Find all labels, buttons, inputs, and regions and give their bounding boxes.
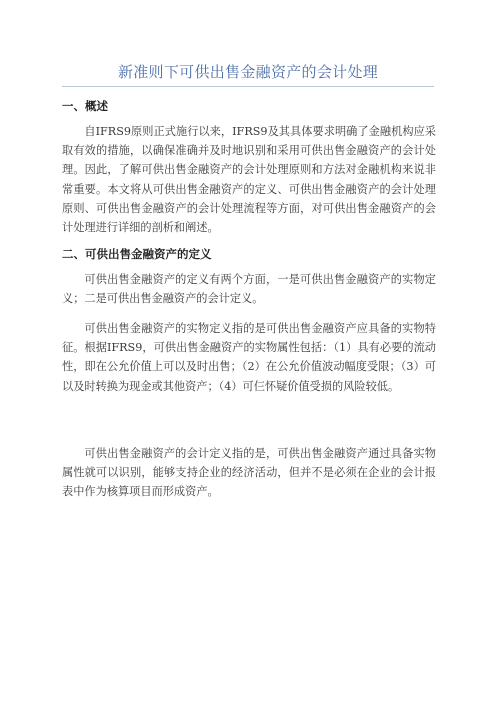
document-title: 新准则下可供出售金融资产的会计处理 — [117, 63, 379, 81]
paragraph-physical-definition: 可供出售金融资产的实物定义指的是可供出售金融资产应具备的实物特征。根据IFRS9，可供出售金融资产的实物属性包括：（1）具有必要的流动性，即在公允价值上可以及时出售；（2）在公允价值波动幅度受限；（3）可以及时转换为现金或其他资产；（4）可仨怀疑价值受损的风险较低。 — [62, 322, 436, 393]
paragraph-accounting-definition: 可供出售金融资产的会计定义指的是，可供出售金融资产通过具备实物属性就可以识别，能够支持企业的经济活动，但并不是必须在企业的会计报表中作为核算项目而形成资产。 — [62, 447, 436, 499]
paragraph-definition-intro: 可供出售金融资产的定义有两个方面，一是可供出售金融资产的实物定义；二是可供出售金融资产的会计定义。 — [62, 273, 436, 306]
title-divider — [62, 86, 434, 87]
paragraph-overview: 自IFRS9原则正式施行以来，IFRS9及其具体要求明确了金融机构应采取有效的措施，以确保准确并及时地识别和采用可供出售金融资产的会计处理。因此，了解可供出售金融资产的会计处理原则和方法对金融机构来说非常重要。本文将从可供出售金融资产的定义、可供出售金融资产的会计处理原则、可供出售金融资产的会计处理流程等方面，对可供出售金融资产的会计处理进行详细的剖析和阐述。 — [62, 125, 436, 235]
section-heading-overview: 一、概述 — [62, 99, 108, 113]
section-heading-definition: 二、可供出售金融资产的定义 — [62, 247, 212, 261]
